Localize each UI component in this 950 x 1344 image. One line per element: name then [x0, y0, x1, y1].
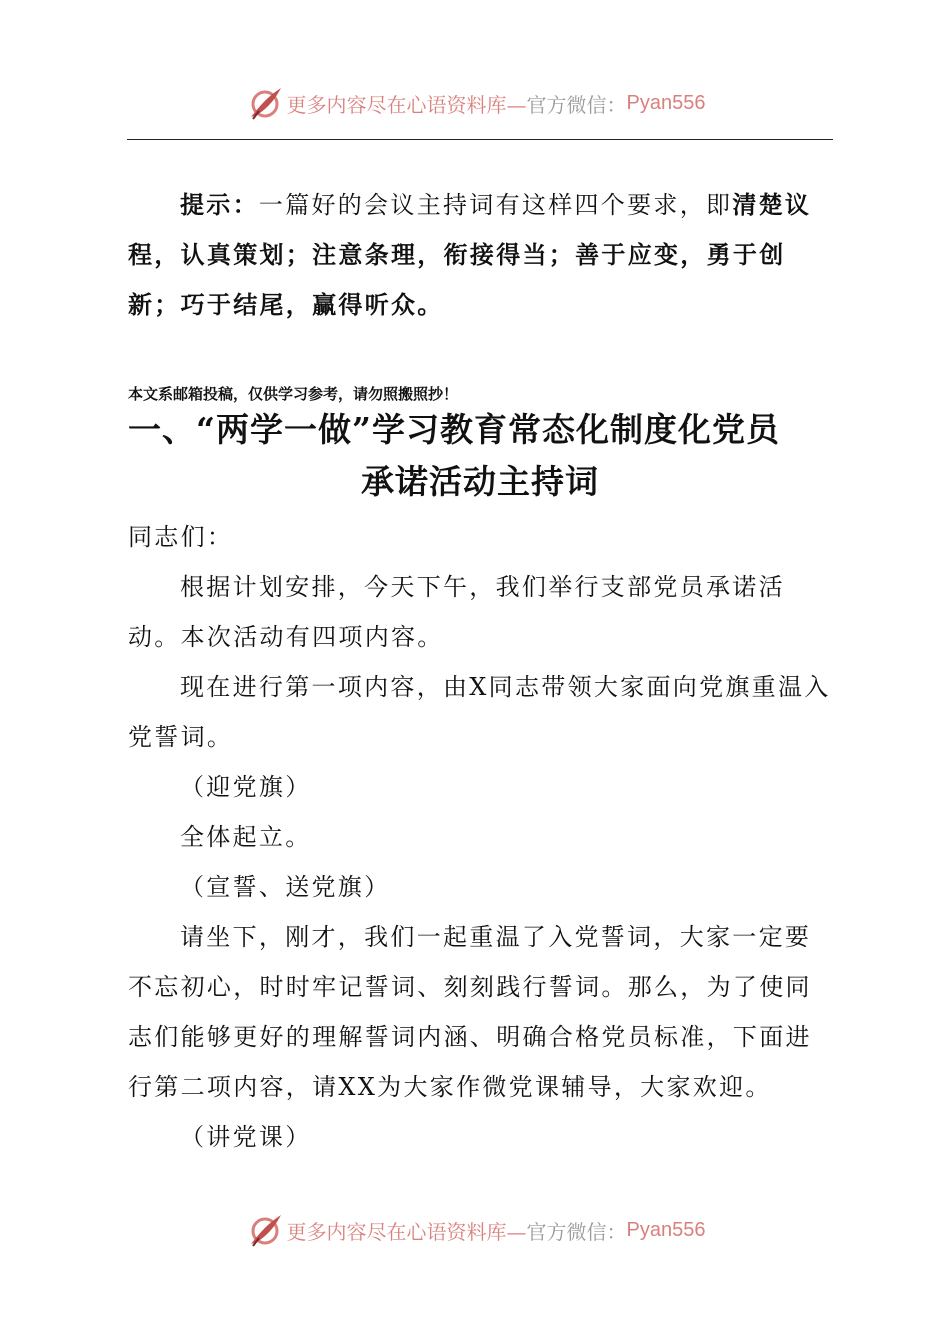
body-paragraph: （迎党旗）: [180, 773, 312, 801]
footer-banner-wechat-id: Pyan556: [626, 1218, 706, 1241]
tip-label: 提示：: [180, 190, 259, 219]
body-paragraph: （宣誓、送党旗）: [180, 873, 391, 901]
footer-banner-wechat-label: 官方微信：: [526, 1219, 627, 1244]
quill-logo-icon: [245, 83, 285, 123]
body-paragraph: （讲党课）: [180, 1123, 312, 1151]
footer-banner-text: 更多内容尽在心语资料库—: [286, 1219, 527, 1244]
body-paragraphs: [128, 512, 832, 1162]
header-divider: [127, 139, 833, 140]
document-title: [128, 404, 832, 508]
body-paragraph: 同志们：: [128, 523, 234, 551]
title-line-1: 一、“两学一做”学习教育常态化制度化党员: [128, 410, 780, 449]
quill-logo-icon: [245, 1210, 285, 1250]
body-paragraph: 请坐下，刚才，我们一起重温了入党誓词，大家一定要不忘初心，时时牢记誓词、刻刻践行誓词。那么，为了使同志们能够更好的理解誓词内涵、明确合格党员标准，下面进行第二项内容，请XX为大家作微党课辅导，大家欢迎。: [128, 923, 812, 1101]
body-paragraph: 全体起立。: [180, 823, 312, 851]
body-paragraph: 根据计划安排，今天下午，我们举行支部党员承诺活动。本次活动有四项内容。: [128, 573, 785, 651]
header-banner: [0, 80, 950, 126]
banner-wechat-label: 官方微信：: [526, 92, 627, 117]
title-line-2: 承诺活动主持词: [361, 462, 599, 501]
submission-notice: 本文系邮箱投稿，仅供学习参考，请勿照搬照抄！: [128, 385, 459, 403]
tip-emphasis: 清楚议程，认真策划；注意条理，衔接得当；善于应变，勇于创新；巧于结尾，赢得听众。: [128, 190, 812, 319]
banner-wechat-id: Pyan556: [626, 91, 706, 114]
tip-intro: 一篇好的会议主持词有这样四个要求，即: [258, 191, 733, 219]
footer-banner: [0, 1207, 950, 1253]
tip-paragraph: [128, 180, 832, 330]
document-body: [128, 180, 832, 1162]
banner-text: 更多内容尽在心语资料库—: [286, 92, 527, 117]
body-paragraph: 现在进行第一项内容，由X同志带领大家面向党旗重温入党誓词。: [128, 673, 831, 751]
